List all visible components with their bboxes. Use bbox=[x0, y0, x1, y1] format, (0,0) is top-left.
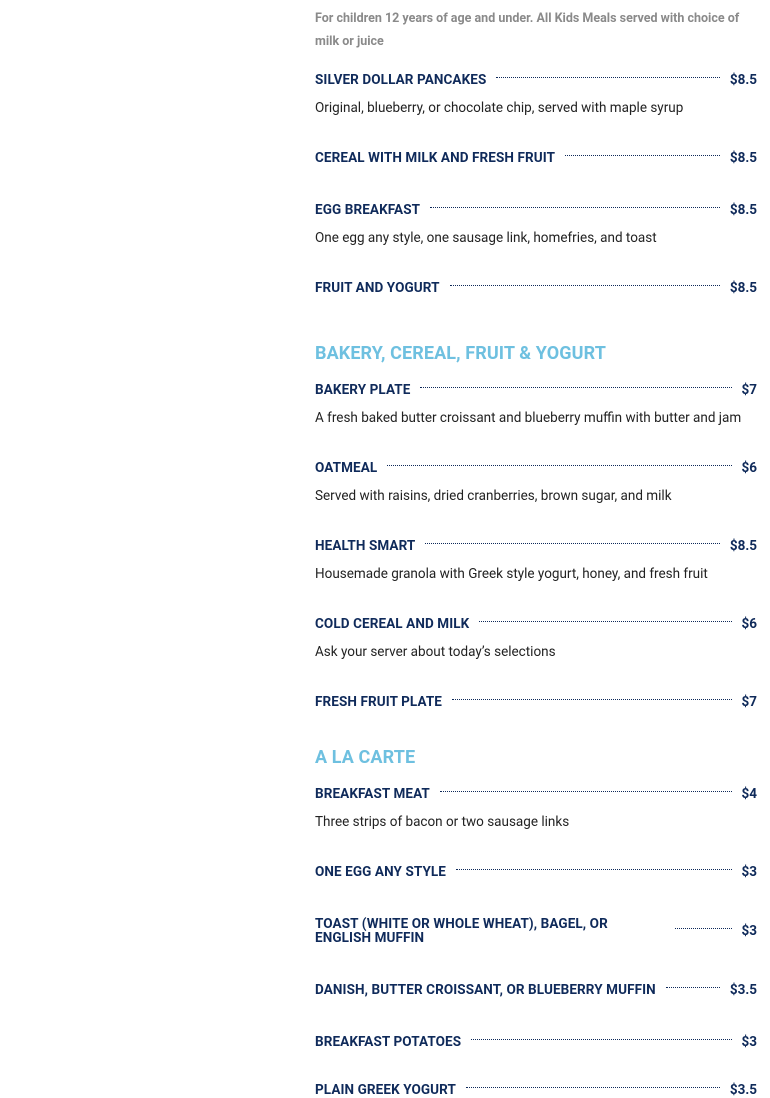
menu-item bbox=[315, 150, 757, 166]
section-title-a-la-carte: A LA CARTE bbox=[315, 747, 416, 768]
dot-leader bbox=[440, 791, 732, 792]
menu-item bbox=[315, 982, 757, 998]
section-title-bakery: BAKERY, CEREAL, FRUIT & YOGURT bbox=[315, 343, 606, 364]
item-price: $3.5 bbox=[729, 1082, 757, 1098]
item-price: $6 bbox=[741, 616, 757, 632]
item-name: FRESH FRUIT PLATE bbox=[315, 694, 442, 710]
item-price: $7 bbox=[741, 694, 757, 710]
item-price: $3.5 bbox=[729, 982, 757, 998]
item-name: PLAIN GREEK YOGURT bbox=[315, 1082, 457, 1098]
item-description: Ask your server about today’s selections bbox=[315, 644, 556, 660]
menu-item bbox=[315, 616, 757, 660]
item-description: One egg any style, one sausage link, homefries, and toast bbox=[315, 230, 657, 246]
menu-item bbox=[315, 382, 757, 426]
item-price: $8.5 bbox=[729, 150, 757, 166]
item-name: DANISH, BUTTER CROISSANT, OR BLUEBERRY MUFFIN bbox=[315, 982, 656, 998]
menu-item bbox=[315, 694, 757, 710]
item-name: TOAST (WHITE OR WHOLE WHEAT), BAGEL, OR ENGLISH MUFFIN bbox=[315, 916, 608, 946]
item-name: HEALTH SMART bbox=[315, 538, 416, 554]
dot-leader bbox=[479, 621, 731, 622]
item-price: $3 bbox=[741, 1034, 757, 1050]
dot-leader bbox=[496, 77, 719, 78]
dot-leader bbox=[675, 928, 732, 929]
item-description: Three strips of bacon or two sausage links bbox=[315, 814, 570, 830]
item-name: OATMEAL bbox=[315, 460, 378, 476]
item-price: $3 bbox=[741, 923, 757, 939]
dot-leader bbox=[387, 465, 731, 466]
kids-menu-note: For children 12 years of age and under. All Kids Meals served with choice of milk or juice bbox=[315, 11, 740, 49]
menu-item bbox=[315, 280, 757, 296]
item-name: BREAKFAST POTATOES bbox=[315, 1034, 462, 1050]
dot-leader bbox=[466, 1087, 720, 1088]
item-price: $8.5 bbox=[729, 538, 757, 554]
item-name: CEREAL WITH MILK AND FRESH FRUIT bbox=[315, 150, 556, 166]
item-description: Served with raisins, dried cranberries, brown sugar, and milk bbox=[315, 488, 672, 504]
item-name: BAKERY PLATE bbox=[315, 382, 411, 398]
dot-leader bbox=[430, 207, 720, 208]
item-price: $3 bbox=[741, 864, 757, 880]
menu-item bbox=[315, 864, 757, 880]
item-description: Housemade granola with Greek style yogurt, honey, and fresh fruit bbox=[315, 566, 708, 582]
menu-item bbox=[315, 786, 757, 830]
item-price: $6 bbox=[741, 460, 757, 476]
item-price: $8.5 bbox=[729, 72, 757, 88]
dot-leader bbox=[666, 987, 720, 988]
menu-item bbox=[315, 1082, 757, 1098]
dot-leader bbox=[425, 543, 719, 544]
menu-item bbox=[315, 72, 757, 116]
dot-leader bbox=[456, 869, 732, 870]
item-price: $4 bbox=[741, 786, 757, 802]
menu-item bbox=[315, 1034, 757, 1050]
item-name: COLD CEREAL AND MILK bbox=[315, 616, 470, 632]
menu-item bbox=[315, 460, 757, 504]
dot-leader bbox=[565, 155, 720, 156]
item-name: ONE EGG ANY STYLE bbox=[315, 864, 446, 880]
dot-leader bbox=[450, 285, 720, 286]
item-name: EGG BREAKFAST bbox=[315, 202, 421, 218]
item-description: A fresh baked butter croissant and blueberry muffin with butter and jam bbox=[315, 410, 742, 426]
dot-leader bbox=[452, 699, 732, 700]
item-name: SILVER DOLLAR PANCAKES bbox=[315, 72, 487, 88]
menu-item bbox=[315, 202, 757, 246]
item-name: BREAKFAST MEAT bbox=[315, 786, 430, 802]
item-description: Original, blueberry, or chocolate chip, served with maple syrup bbox=[315, 100, 684, 116]
dot-leader bbox=[471, 1039, 731, 1040]
menu-item bbox=[315, 917, 757, 945]
menu-item bbox=[315, 538, 757, 582]
item-name: FRUIT AND YOGURT bbox=[315, 280, 440, 296]
dot-leader bbox=[420, 387, 731, 388]
item-price: $8.5 bbox=[729, 280, 757, 296]
item-price: $8.5 bbox=[729, 202, 757, 218]
item-price: $7 bbox=[741, 382, 757, 398]
